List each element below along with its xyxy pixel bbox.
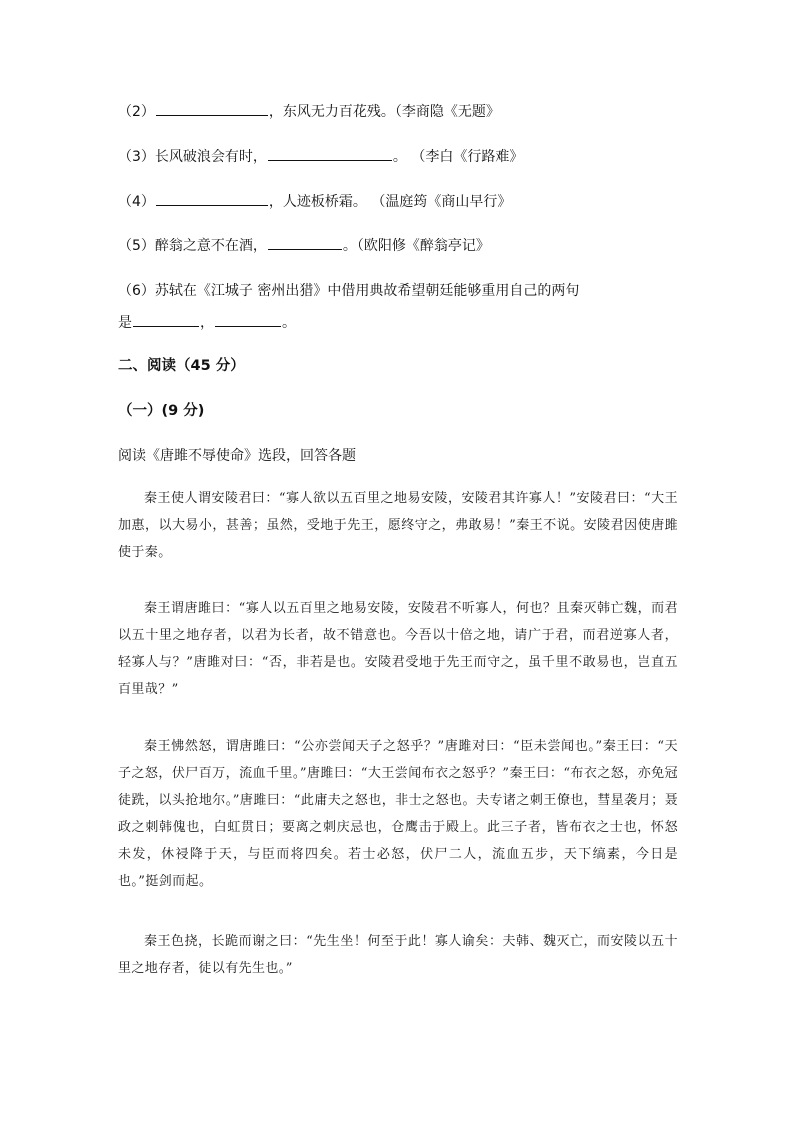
item-text: 苏轼在《江城子 密州出猎》中借用典故希望朝廷能够重用自己的两句 xyxy=(154,283,580,299)
item-number: （3） xyxy=(118,149,155,165)
item-text-after: ，人迹板桥霜。 （温庭筠《商山早行》 xyxy=(268,194,512,210)
item-text: 是 xyxy=(118,315,132,331)
question-item-6 xyxy=(118,281,579,301)
passage-paragraph-1 xyxy=(118,485,678,566)
passage-paragraph-4 xyxy=(118,928,678,982)
item-text-after: ，东风无力百花残。（李商隐《无题》 xyxy=(268,104,500,120)
question-item-2 xyxy=(118,101,500,122)
item-number: （2） xyxy=(118,104,155,120)
passage-paragraph-3 xyxy=(118,733,678,895)
paragraph-text: 秦王使人谓安陵君曰：“寡人欲以五百里之地易安陵，安陵君其许寡人！”安陵君曰：“大王加惠，以大易小，甚善；虽然，受地于先王，愿终守之，弗敢易！”秦王不说。安陵君因使唐雎使于秦。 xyxy=(118,491,678,560)
reading-instruction: 阅读《唐雎不辱使命》选段，回答各题 xyxy=(118,448,356,464)
answer-blank[interactable] xyxy=(156,191,268,206)
item-text-before: 长风破浪会有时， xyxy=(154,149,267,165)
item-number: （6） xyxy=(118,283,155,299)
question-item-4 xyxy=(118,191,511,212)
question-item-3 xyxy=(118,146,523,167)
item-text: 。 xyxy=(282,315,296,331)
answer-blank[interactable] xyxy=(156,101,268,116)
answer-blank[interactable] xyxy=(133,312,199,327)
item-number: （4） xyxy=(118,194,155,210)
passage-paragraph-2 xyxy=(118,595,678,703)
answer-blank[interactable] xyxy=(215,312,281,327)
answer-blank[interactable] xyxy=(268,235,342,250)
answer-blank[interactable] xyxy=(268,146,392,161)
paragraph-text: 秦王谓唐雎曰：“寡人以五百里之地易安陵，安陵君不听寡人，何也？且秦灭韩亡魏，而君以五十里之地存者，以君为长者，故不错意也。今吾以十倍之地，请广于君，而君逆寡人者，轻寡人与？”唐雎对曰：“否，非若是也。安陵君受地于先王而守之，虽千里不敢易也，岂直五百里哉？” xyxy=(118,601,678,697)
item-text-after: 。（欧阳修《醉翁亭记》 xyxy=(342,238,490,254)
item-text-after: 。 （李白《行路难》 xyxy=(392,149,524,165)
question-item-6-cont xyxy=(118,312,296,333)
section-title: 二、阅读（45 分） xyxy=(118,358,245,374)
paragraph-text: 秦王色挠，长跪而谢之曰：“先生坐！何至于此！寡人谕矣：夫韩、魏灭亡，而安陵以五十里之地存者，徒以有先生也。” xyxy=(118,934,678,976)
item-number: （5） xyxy=(118,238,155,254)
item-text: ， xyxy=(200,315,214,331)
item-text-before: 醉翁之意不在酒， xyxy=(154,238,267,254)
question-item-5 xyxy=(118,235,490,256)
subsection-title: （一）(9 分) xyxy=(118,403,205,419)
paragraph-text: 秦王怫然怒，谓唐雎曰：“公亦尝闻天子之怒乎？”唐雎对曰：“臣未尝闻也。”秦王曰：“天子之怒，伏尸百万，流血千里。”唐雎曰：“大王尝闻布衣之怒乎？”秦王曰：“布衣之怒，亦免冠徒跣，以头抢地尔。”唐雎曰：“此庸夫之怒也，非士之怒也。夫专诸之刺王僚也，彗星袭月；聂政之刺韩傀也，白虹贯日；要离之刺庆忌也，仓鹰击于殿上。此三子者，皆布衣之士也，怀怒未发，休祲降于天，与臣而将四矣。若士必怒，伏尸二人，流血五步，天下缟素，今日是也。”挺剑而起。 xyxy=(118,739,678,889)
